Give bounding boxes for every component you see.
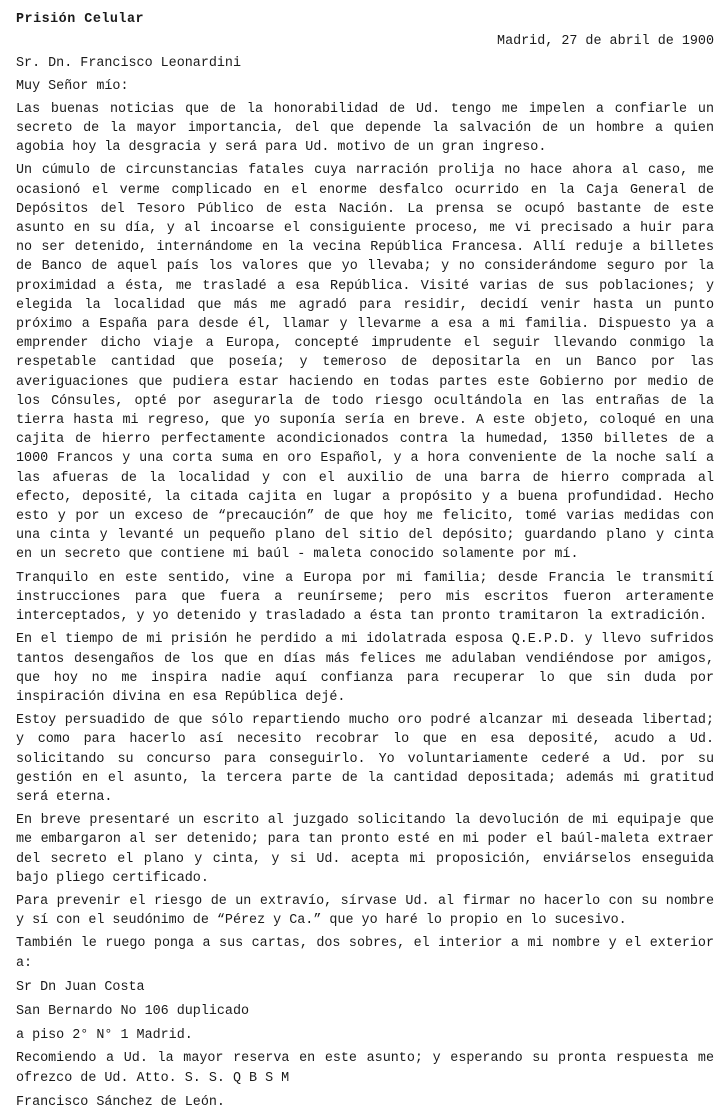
paragraph-7: Para prevenir el riesgo de un extravío, sírvase Ud. al firmar no hacerlo con su nombre y sí con el seudónimo de “Pérez y Ca.” que yo haré lo propio en lo sucesivo. bbox=[16, 893, 714, 929]
signature: Francisco Sánchez de León. bbox=[16, 1094, 225, 1110]
salutation: Muy Señor mío: bbox=[16, 78, 129, 94]
letterhead: Prisión Celular bbox=[16, 12, 145, 27]
closing: Recomiendo a Ud. la mayor reserva en este asunto; y esperando su pronta respuesta me ofrezco de Ud. Atto. S. S. Q B S M bbox=[16, 1051, 714, 1086]
paragraph-1: Las buenas noticias que de la honorabilidad de Ud. tengo me impelen a confiarle un secreto de la mayor importancia, del que depende la salvación de un hombre a quien agobia hoy la desgracia y será para Ud. motivo de un gran ingreso. bbox=[16, 101, 714, 156]
paragraph-6: En breve presentaré un escrito al juzgado solicitando la devolución de mi equipaje que me embargaron al ser detenido; para tan pronto esté en mi poder el baúl-maleta extraer del secreto el plano y cinta, y si Ud. acepta mi proposición, enviárselos enseguida bajo pliego certificado. bbox=[16, 813, 714, 886]
paragraph-8: También le ruego ponga a sus cartas, dos sobres, el interior a mi nombre y el exterior a: bbox=[16, 936, 714, 971]
recipient: Sr. Dn. Francisco Leonardini bbox=[16, 56, 241, 72]
address-street: San Bernardo No 106 duplicado bbox=[16, 1003, 250, 1019]
paragraph-3: Tranquilo en este sentido, vine a Europa por mi familia; desde Francia le transmití instrucciones para que fuera a reunírseme; pero mis escritos fueron arteramente interceptados, y yo detenido y trasladado a ésta tan pronto tramitaron la extradición. bbox=[16, 570, 714, 625]
paragraph-2: Un cúmulo de circunstancias fatales cuya narración prolija no hace ahora al caso, me ocasionó el verme complicado en el enorme desfalco ocurrido en la Caja General de Depósitos del Tesoro Público de esta Nación. La prensa se ocupó bastante de este asunto en su día, y al incoarse el consiguiente proceso, me vi precisado a huir para no ser detenido, internándome en la vecina República Francesa. Allí reduje a billetes de Banco de aquel país los valores que yo llevaba; y no considerándome seguro por la proximidad a ésta, me trasladé a esa República. Visité varias de sus poblaciones; y elegida la localidad que más me agradó para residir, decidí venir hasta un punto próximo a España para desde él, llamar y llevarme a esa a mi familia. Dispuesto ya a emprender dicho viaje a Europa, concepté imprudente el seguir llevando conmigo la respetable cantidad que poseía; y temeroso de depositarla en un Banco por las averiguaciones que pudiera estar haciendo en todas partes este Gobierno por medio de los Cónsules, opté por asegurarla de todo riesgo ocultándola en las entrañas de la tierra hasta mi regreso, que yo suponía sería en breve. A este objeto, coloqué en una cajita de hierro perfectamente acondicionados contra la humedad, 1350 billetes de a 1000 Francos y una corta suma en oro Español, y a hora conveniente de la noche salí a las afueras de la localidad y con el auxilio de una barra de hierro comprada al efecto, deposité, la citada cajita en lugar a propósito y a buena profundidad. Hecho esto y por un exceso de “precaución” de que hoy me felicito, tomé varias medidas con una cinta y levanté un pequeño plano del sitio del depósito; guardando plano y cinta en un secreto que contiene mi baúl - maleta conocido solamente por mí. bbox=[16, 163, 714, 563]
paragraph-4: En el tiempo de mi prisión he perdido a mi idolatrada esposa Q.E.P.D. y llevo sufridos tantos desengaños de los que en días más felices me adulaban vendiéndose por amigos, que hoy no me inspira nadie aquí confianza para recuperar lo que sin duda por inspiración divina en esa República dejé. bbox=[16, 632, 714, 705]
address-floor: a piso 2° N° 1 Madrid. bbox=[16, 1028, 193, 1044]
address-name: Sr Dn Juan Costa bbox=[16, 979, 145, 995]
paragraph-5: Estoy persuadido de que sólo repartiendo mucho oro podré alcanzar mi deseada libertad; y como para hacerlo así necesito recobrar lo que en esa deposité, acudo a Ud. solicitando su concurso para conseguirlo. Yo voluntariamente cederé a Ud. por su gestión en el asunto, la tercera parte de la cantidad depositada; además mi gratitud será eterna. bbox=[16, 713, 714, 805]
letter-date: Madrid, 27 de abril de 1900 bbox=[497, 34, 714, 50]
